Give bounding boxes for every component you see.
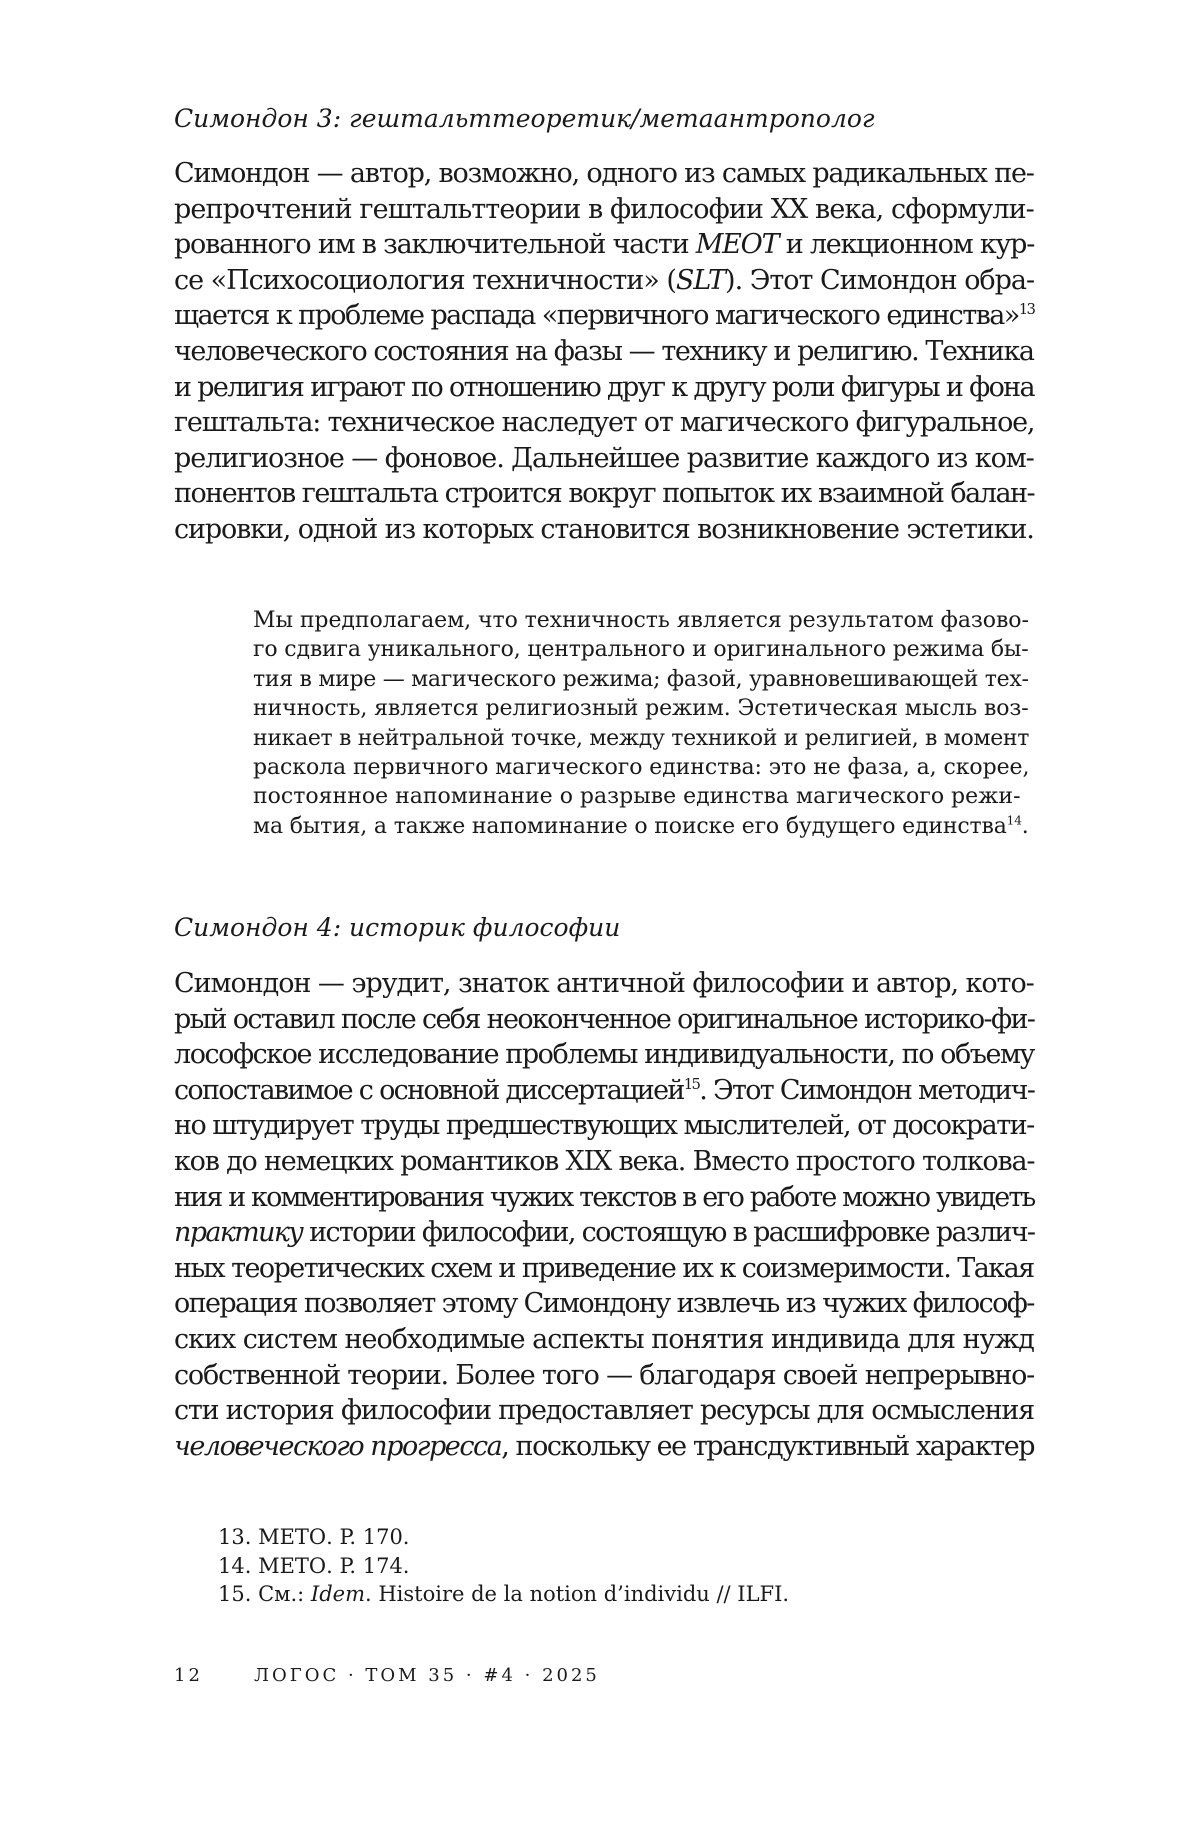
quote-line: постоянное напоминание о разрыве единства магического режи-	[253, 784, 1021, 810]
text-line: человеческого состояния на фазы — технику и религию. Техника	[174, 335, 1034, 367]
text-line: и религия играют по отношению друг к другу роли фигуры и фона	[174, 371, 1034, 403]
quote-line: ма бытия, а также напоминание о поиске его будущего единства$^{14}$.	[253, 813, 1029, 839]
quote-line: тия в мире — магического режима; фазой, уравновешивающей тех-	[253, 666, 1029, 692]
quote-line: никает в нейтральной точке, между техникой и религией, в момент	[253, 725, 1030, 751]
quote-line: раскола первичного магического единства: это не фаза, а, скорее,	[253, 755, 1030, 781]
footnotes	[218, 1523, 789, 1609]
text-line: религиозное — фоновое. Дальнейшее развитие каждого из ком-	[174, 442, 1034, 474]
section-3-paragraph	[174, 156, 1034, 548]
quote-line: ничность, является религиозный режим. Эстетическая мысль воз-	[253, 696, 1029, 722]
journal-running-title: ЛОГОС · ТОМ 35 · #4 · 2025	[254, 1665, 600, 1686]
text-line: Симондон — эрудит, знаток античной философии и автор, кото-	[174, 968, 1034, 999]
text-line: лософское исследование проблемы индивидуальности, по объему	[174, 1039, 1034, 1071]
quote-line: Мы предполагаем, что техничность является результатом фазово-	[253, 608, 1029, 633]
text-line: операция позволяет этому Симондону извлечь из чужих философ-	[174, 1288, 1034, 1320]
text-line: ских систем необходимые аспекты понятия индивида для нужд	[174, 1323, 1034, 1355]
text-line: рованного им в заключительной части MEOT и лекционном кур-	[174, 229, 1035, 261]
section-heading-simondon-3: Симондон 3: гештальттеоретик/метаантрополог	[174, 104, 875, 133]
text-line: ков до немецких романтиков XIX века. Вместо простого толкова-	[174, 1145, 1035, 1177]
text-line: рый оставил после себя неоконченное оригинальное историко-фи-	[174, 1003, 1035, 1035]
page-footer	[174, 1665, 600, 1686]
footnote-13: 13. MEТО. P. 170.	[218, 1525, 410, 1549]
block-quote	[253, 606, 1029, 841]
text-line: ния и комментирования чужих текстов в его работе можно увидеть	[174, 1181, 1035, 1213]
text-line: щается к проблеме распада «первичного магического единства»$^{13}$	[174, 300, 1035, 332]
text-line: Симондон — автор, возможно, одного из самых радикальных пе-	[174, 158, 1034, 189]
text-line: сти история философии предоставляет ресурсы для осмысления	[174, 1395, 1034, 1427]
section-heading-simondon-4: Симондон 4: историк философии	[174, 913, 621, 942]
page-number: 12	[174, 1665, 203, 1686]
footnote-ref-13: 13	[1018, 300, 1035, 319]
quote-line: го сдвига уникального, центрального и оригинального режима бы-	[253, 637, 1029, 663]
text-line: ных теоретических схем и приведение их к соизмеримости. Такая	[174, 1252, 1034, 1284]
text-line: понентов гештальта строится вокруг попыток их взаимной балан-	[174, 478, 1035, 510]
text-line: сопоставимое с основной диссертацией$^{15}$. Этот Симондон методич-	[174, 1074, 1035, 1106]
footnote-15: 15. См.: Idem. Histoire de la notion d’individu // ILFI.	[218, 1582, 790, 1606]
text-line: но штудирует труды предшествующих мыслителей, от досократи-	[174, 1110, 1034, 1142]
footnote-14: 14. MEТО. P. 174.	[218, 1553, 410, 1578]
section-4-paragraph	[174, 966, 1034, 1464]
text-line: сировки, одной из которых становится возникновение эстетики.	[174, 513, 1034, 545]
text-line: человеческого прогресса, поскольку ее трансдуктивный характер	[174, 1430, 1035, 1462]
text-line: репрочтений гештальттеории в философии XX века, сформули-	[174, 193, 1034, 225]
text-line: гештальта: техническое наследует от магического фигуральное,	[174, 407, 1035, 439]
text-line: практику истории философии, состоящую в расшифровке различ-	[174, 1217, 1035, 1249]
footnote-ref-15: 15	[683, 1074, 700, 1093]
text-line: се «Психосоциология техничности» (SLT). Этот Симондон обра-	[174, 264, 1035, 296]
footnote-ref-14: 14	[1006, 813, 1022, 828]
text-line: собственной теории. Более того — благодаря своей непрерывно-	[174, 1359, 1035, 1391]
